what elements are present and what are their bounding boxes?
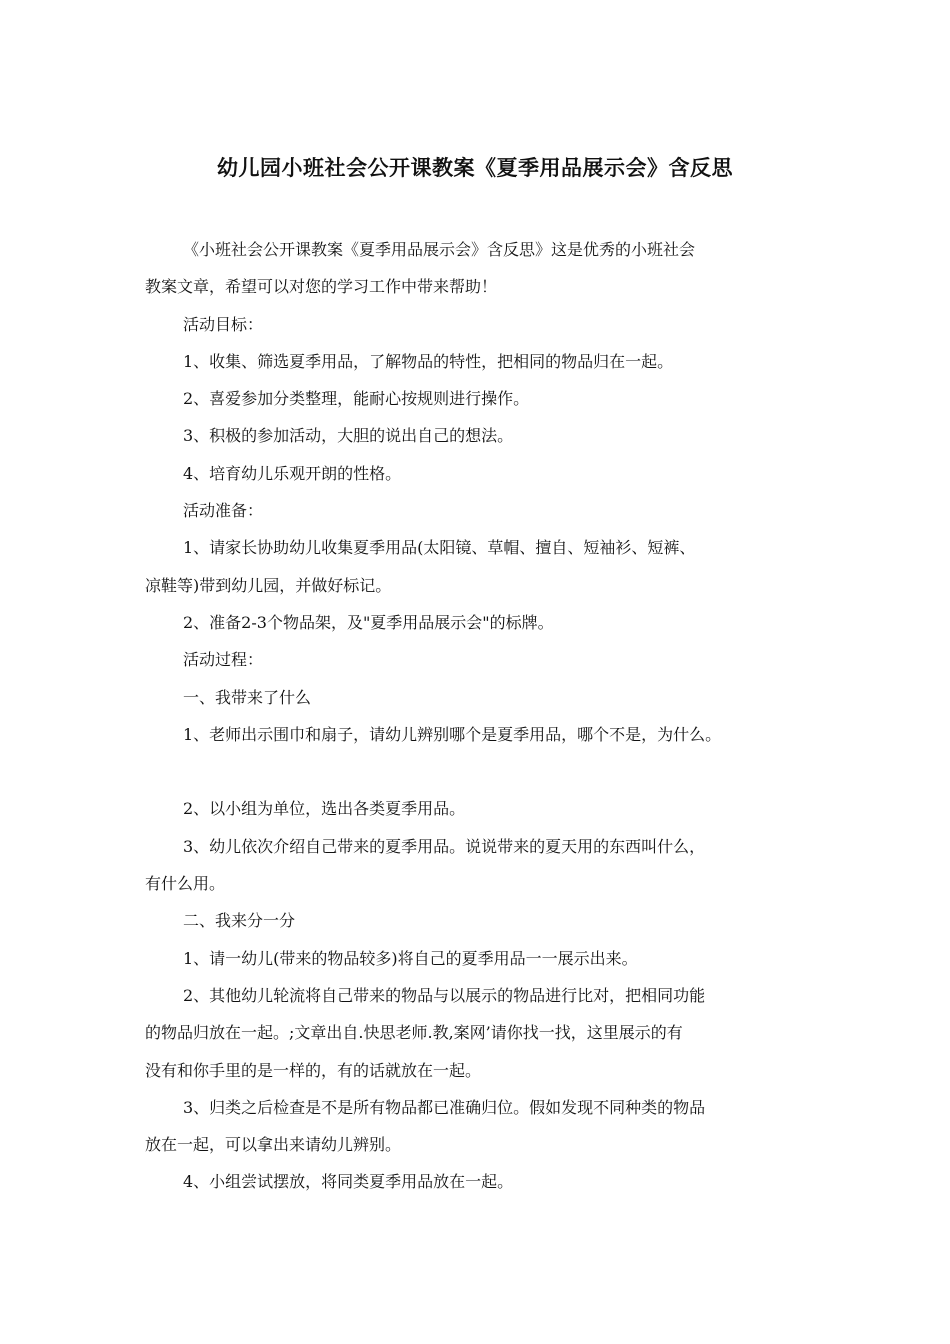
part-2-heading: 二、我来分一分 [183, 911, 296, 931]
part-1-step-1: 1、老师出示围巾和扇子，请幼儿辨别哪个是夏季用品，哪个不是，为什么。 [183, 724, 722, 744]
intro-paragraph-line-2: 教案文章，希望可以对您的学习工作中带来帮助！ [145, 277, 498, 297]
part-2-step-4: 4、小组尝试摆放，将同类夏季用品放在一起。 [183, 1172, 514, 1192]
preparation-heading: 活动准备： [183, 501, 264, 521]
part-2-step-1: 1、请一幼儿(带来的物品较多)将自己的夏季用品一一展示出来。 [183, 948, 638, 968]
process-heading: 活动过程： [183, 650, 264, 670]
part-1-step-3-line-2: 有什么用。 [145, 874, 226, 894]
preparation-item-1-line-2: 凉鞋等)带到幼儿园，并做好标记。 [145, 575, 392, 595]
goal-item-3: 3、积极的参加活动，大胆的说出自己的想法。 [183, 426, 514, 446]
part-2-step-2-line-1: 2、其他幼儿轮流将自己带来的物品与以展示的物品进行比对，把相同功能 [183, 985, 706, 1005]
document-body [145, 231, 835, 1201]
blank-line [145, 753, 835, 790]
part-1-heading: 一、我带来了什么 [183, 687, 312, 707]
goal-item-2: 2、喜爱参加分类整理，能耐心按规则进行操作。 [183, 389, 530, 409]
intro-paragraph-line-1: 《小班社会公开课教案《夏季用品展示会》含反思》这是优秀的小班社会 [183, 240, 696, 259]
part-1-step-3-line-1: 3、幼儿依次介绍自己带来的夏季用品。说说带来的夏天用的东西叫什么， [183, 836, 706, 856]
preparation-item-2: 2、准备2-3个物品架，及"夏季用品展示会"的标牌。 [183, 612, 554, 632]
part-2-step-2-line-3: 没有和你手里的是一样的，有的话就放在一起。 [145, 1060, 482, 1080]
goal-item-4: 4、培育幼儿乐观开朗的性格。 [183, 463, 402, 483]
goals-heading: 活动目标： [183, 314, 264, 334]
document-title: 幼儿园小班社会公开课教案《夏季用品展示会》含反思 [217, 156, 733, 180]
part-2-step-3-line-2: 放在一起，可以拿出来请幼儿辨别。 [145, 1135, 402, 1155]
part-1-step-2: 2、以小组为单位，选出各类夏季用品。 [183, 799, 466, 819]
part-2-step-3-line-1: 3、归类之后检查是不是所有物品都已准确归位。假如发现不同种类的物品 [183, 1097, 706, 1117]
preparation-item-1-line-1: 1、请家长协助幼儿收集夏季用品(太阳镜、草帽、擅自、短袖衫、短裤、 [183, 538, 696, 558]
part-2-step-2-line-2: 的物品归放在一起。;文章出自.快思老师.教,案网’请你找一找，这里展示的有 [145, 1023, 683, 1043]
goal-item-1: 1、收集、筛选夏季用品，了解物品的特性，把相同的物品归在一起。 [183, 351, 674, 371]
